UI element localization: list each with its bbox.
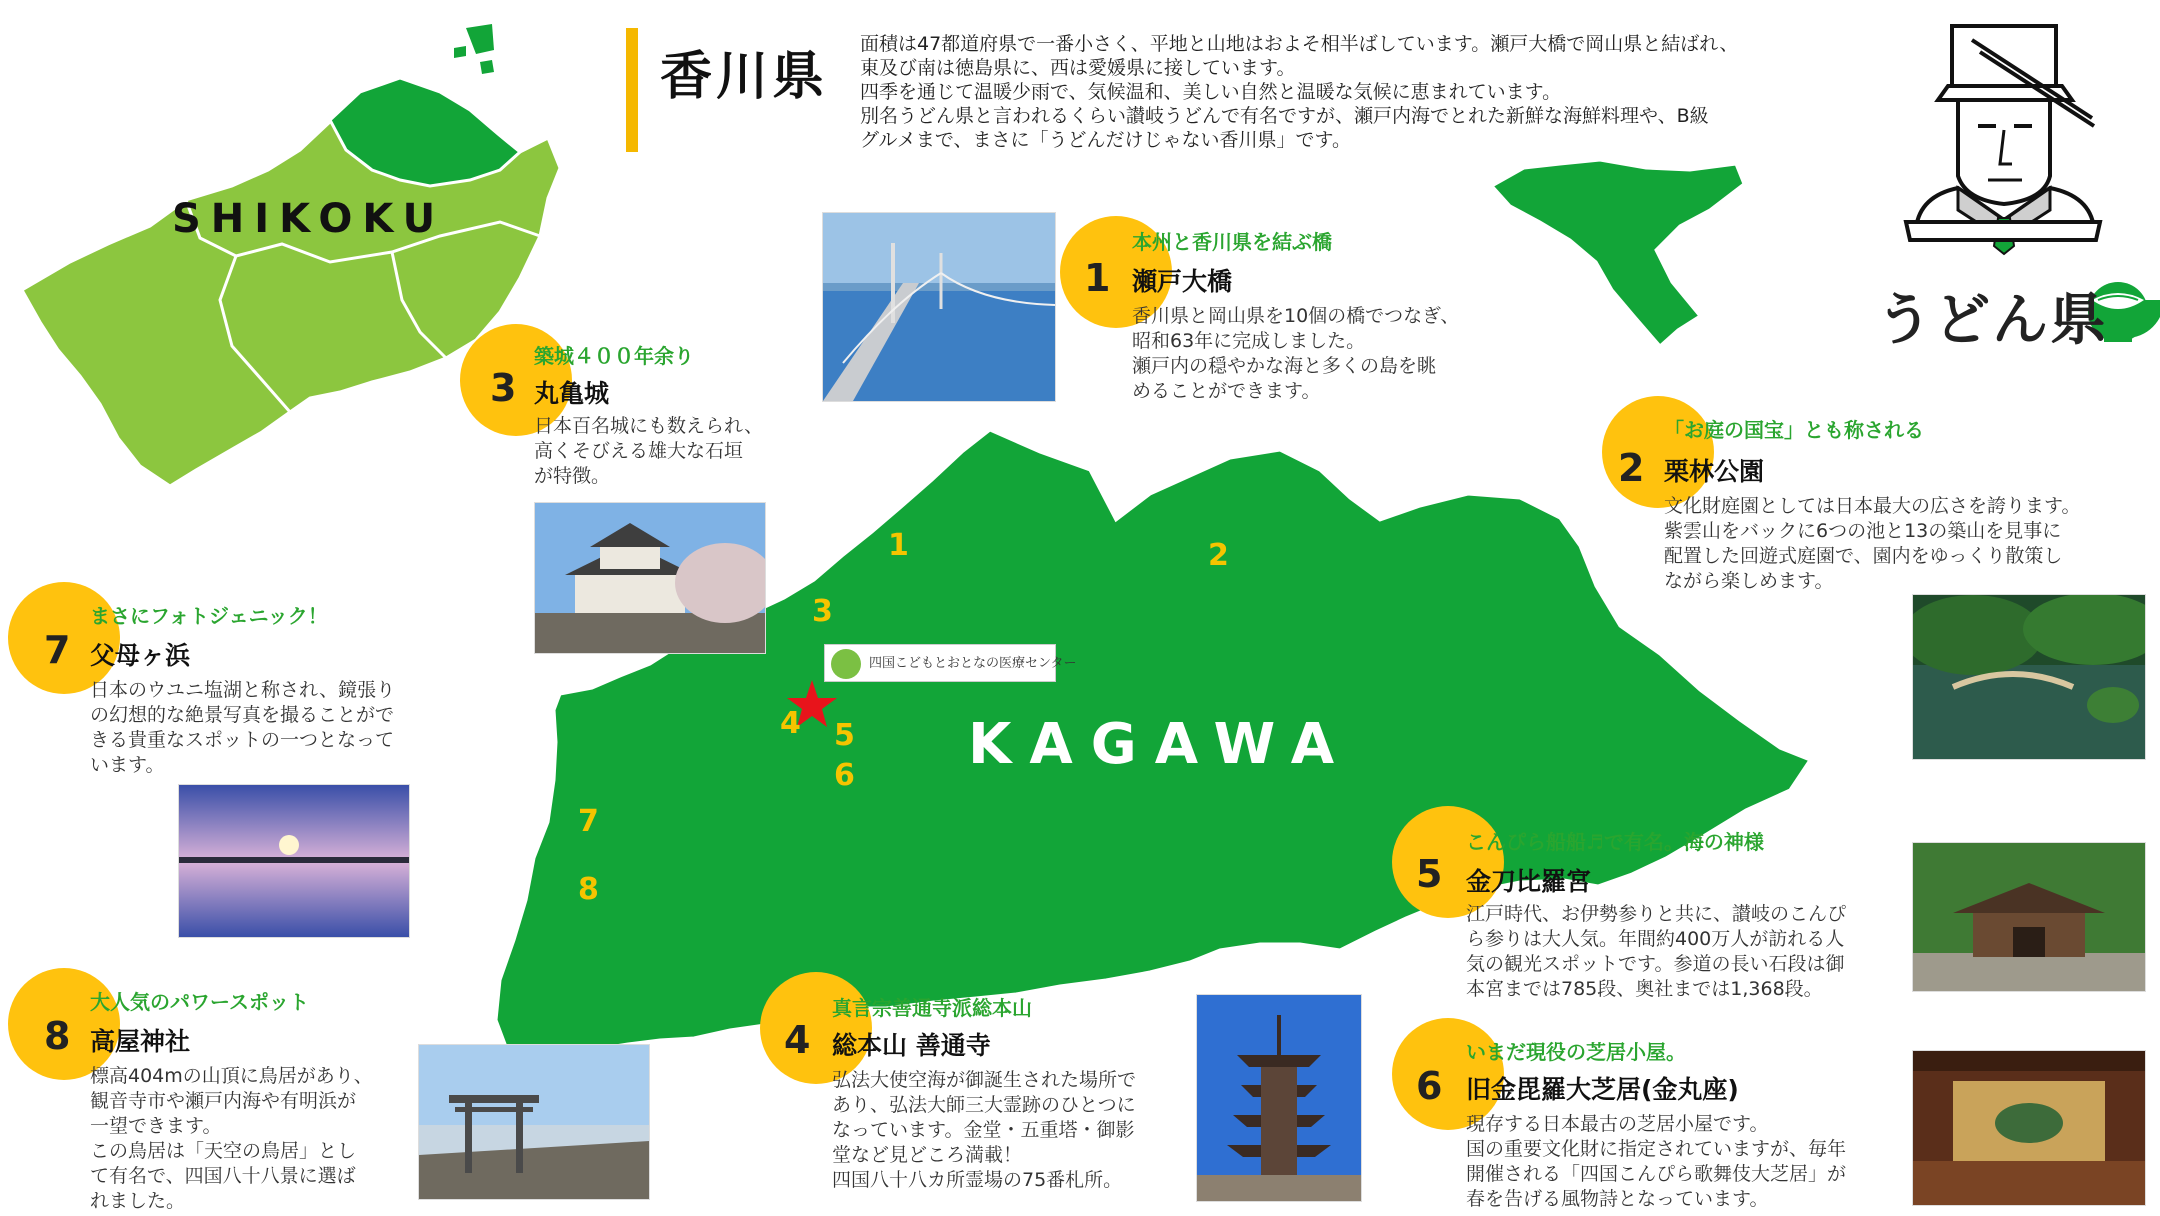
desc-line: 江戸時代、お伊勢参りと共に、讃岐のこんぴ — [1466, 903, 1847, 925]
map-marker-5[interactable]: 5 — [834, 718, 855, 753]
map-marker-3[interactable]: 3 — [812, 594, 833, 629]
photo-marugame-castle — [534, 502, 766, 654]
map-marker-6[interactable]: 6 — [834, 758, 855, 793]
desc-line: 配置した回遊式庭園で、園内をゆっくり散策し — [1664, 545, 2063, 567]
spot-name-4: 総本山 善通寺 — [832, 1031, 991, 1060]
spot-name-3: 丸亀城 — [534, 379, 610, 408]
spot-name-2: 栗林公園 — [1664, 457, 1765, 486]
spot-desc-5 — [1466, 902, 1846, 1002]
desc-line: 日本百名城にも数えられ、 — [534, 415, 764, 437]
desc-line: います。 — [90, 754, 165, 776]
desc-line: 紫雲山をバックに6つの池と13の築山を見事に — [1664, 520, 2062, 542]
map-marker-1[interactable]: 1 — [888, 528, 909, 563]
desc-line: 昭和63年に完成しました。 — [1132, 330, 1366, 352]
intro-line: 四季を通じて温暖少雨で、気候温和、美しい自然と温暖な気候に恵まれています。 — [860, 81, 1562, 103]
spot-desc-1 — [1132, 304, 1459, 404]
desc-line: なっています。金堂・五重塔・御影 — [832, 1119, 1135, 1141]
title-accent-bar — [626, 28, 638, 152]
spot-subtitle-3: 築城４００年余り — [534, 344, 694, 368]
spot-desc-8 — [90, 1064, 373, 1214]
desc-line: ら参りは大人気。年間約400万人が訪れる人 — [1466, 928, 1845, 950]
spot-number-7: 7 — [44, 628, 71, 672]
intro-line: 面積は47都道府県で一番小さく、平地と山地はおよそ相半ばしています。瀬戸大橋で岡山県と結ばれ、 — [860, 33, 1739, 55]
desc-line: 本宮までは785段、奥社までは1,368段。 — [1466, 978, 1823, 1000]
spot-subtitle-6: いまだ現役の芝居小屋。 — [1466, 1040, 1686, 1064]
desc-line: 堂など見どころ満載！ — [832, 1144, 1023, 1166]
desc-line: 日本のウユニ塩湖と称され、鏡張り — [90, 679, 396, 701]
shodoshima-island — [1492, 160, 1744, 346]
desc-line: れました。 — [90, 1190, 186, 1212]
spot-number-5: 5 — [1416, 852, 1443, 896]
kagawa-label: KAGAWA — [968, 712, 1353, 777]
desc-line: 一望できます。 — [90, 1115, 222, 1137]
intro-line: グルメまで、まさに「うどんだけじゃない香川県」です。 — [860, 129, 1351, 151]
spot-number-3: 3 — [490, 366, 517, 410]
desc-line: あり、弘法大師三大霊跡のひとつに — [832, 1094, 1136, 1116]
photo-takaya-shrine — [418, 1044, 650, 1200]
desc-line: めることができます。 — [1132, 380, 1321, 402]
spot-desc-6 — [1466, 1112, 1846, 1212]
desc-line: 観音寺市や瀬戸内海や有明浜が — [90, 1090, 357, 1112]
spot-name-8: 高屋神社 — [90, 1027, 191, 1056]
desc-line: 瀬戸内の穏やかな海と多くの島を眺 — [1132, 355, 1437, 377]
spot-subtitle-7: まさにフォトジェニック！ — [90, 604, 328, 628]
map-marker-4[interactable]: 4 — [780, 706, 801, 741]
desc-line: の幻想的な絶景写真を撮ることがで — [90, 704, 395, 726]
spot-number-1: 1 — [1084, 256, 1111, 300]
spot-desc-2 — [1664, 494, 2080, 594]
photo-ritsurin-park — [1912, 594, 2146, 760]
desc-line: 四国八十八カ所霊場の75番札所。 — [832, 1169, 1123, 1191]
hospital-name: 四国こどもとおとなの医療センター — [869, 656, 1077, 671]
photo-zentsuji-pagoda — [1196, 994, 1362, 1202]
desc-line: 香川県と岡山県を10個の橋でつなぎ、 — [1132, 305, 1460, 327]
photo-kotohiragu — [1912, 842, 2146, 992]
intro-line: 別名うどん県と言われるくらい讃岐うどんで有名ですが、瀬戸内海でとれた新鮮な海鮮料理や、B級 — [860, 105, 1709, 127]
intro-line: 東及び南は徳島県に、西は愛媛県に接しています。 — [860, 57, 1296, 79]
photo-seto-ohashi — [822, 212, 1056, 402]
desc-line: 国の重要文化財に指定されていますが、毎年 — [1466, 1138, 1847, 1160]
desc-line: 文化財庭園としては日本最大の広さを誇ります。 — [1664, 495, 2081, 517]
spot-number-8: 8 — [44, 1014, 71, 1058]
map-marker-7[interactable]: 7 — [578, 804, 599, 839]
desc-line: 高くそびえる雄大な石垣 — [534, 440, 744, 462]
intro-text — [860, 32, 1820, 152]
spot-desc-7 — [90, 678, 395, 778]
spot-name-1: 瀬戸大橋 — [1132, 267, 1233, 296]
spot-name-6: 旧金毘羅大芝居(金丸座) — [1466, 1075, 1739, 1104]
map-marker-8[interactable]: 8 — [578, 872, 599, 907]
desc-line: て有名で、四国八十八景に選ば — [90, 1165, 356, 1187]
udon-ken-logo-text: うどん県 — [1876, 288, 2108, 353]
desc-line: 春を告げる風物詩となっています。 — [1466, 1188, 1769, 1210]
desc-line: 弘法大使空海が御誕生された場所で — [832, 1069, 1137, 1091]
spot-number-6: 6 — [1416, 1064, 1443, 1108]
desc-line: 開催される「四国こんぴら歌舞伎大芝居」が — [1466, 1163, 1847, 1185]
desc-line: が特徴。 — [534, 465, 611, 487]
desc-line: この鳥居は「天空の鳥居」とし — [90, 1140, 357, 1162]
desc-line: きる貴重なスポットの一つとなって — [90, 729, 395, 751]
photo-chichibugahama — [178, 784, 410, 938]
spot-subtitle-5: こんぴら船船♬で有名。海の神様 — [1466, 830, 1764, 854]
spot-name-5: 金刀比羅宮 — [1466, 867, 1592, 896]
spot-number-2: 2 — [1618, 446, 1645, 490]
page-title: 香川県 — [660, 47, 829, 107]
desc-line: 気の観光スポットです。参道の長い石段は御 — [1466, 953, 1845, 975]
map-marker-2[interactable]: 2 — [1208, 538, 1229, 573]
desc-line: 現存する日本最古の芝居小屋です。 — [1466, 1113, 1769, 1135]
photo-kanamaruza — [1912, 1050, 2146, 1206]
spot-subtitle-2: 「お庭の国宝」とも称される — [1664, 418, 1924, 442]
hospital-label — [824, 644, 1077, 682]
shikoku-label: SHIKOKU — [172, 196, 446, 242]
spot-subtitle-4: 真言宗善通寺派総本山 — [832, 996, 1032, 1020]
spot-number-4: 4 — [784, 1018, 811, 1062]
desc-line: 標高404mの山頂に鳥居があり、 — [90, 1065, 373, 1087]
spot-subtitle-8: 大人気のパワースポット — [90, 990, 309, 1014]
mascot-character — [1906, 26, 2100, 254]
spot-desc-3 — [534, 414, 763, 489]
desc-line: ながら楽しめます。 — [1664, 570, 1834, 592]
spot-name-7: 父母ヶ浜 — [90, 641, 191, 670]
hospital-logo-icon — [831, 649, 861, 679]
spot-subtitle-1: 本州と香川県を結ぶ橋 — [1132, 230, 1332, 254]
spot-desc-4 — [832, 1068, 1136, 1193]
